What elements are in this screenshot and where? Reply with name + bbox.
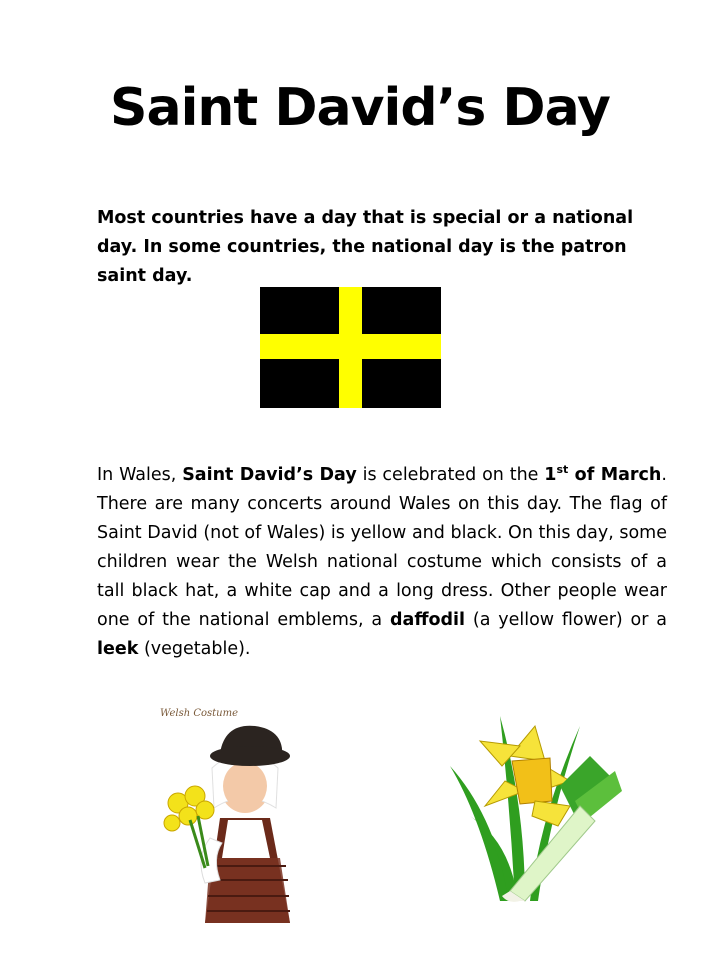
intro-text: Most countries have a day that is special or a national day. In some countries, the national day is the patron saint day.: [97, 208, 634, 286]
page-title: Saint David’s Day: [110, 78, 610, 138]
daffodil-leek-image: [440, 706, 625, 906]
flag-cross-horizontal: [260, 334, 441, 359]
saint-david-flag: [260, 287, 441, 408]
body-paragraph: In Wales, Saint David’s Day is celebrated on the 1st of March. There are many concerts around Wales on this day. The flag of Saint David (not of Wales) is yellow and black. On this day, some children wear the Welsh national costume which consists of a tall black hat, a white cap and a long dress. Other people wear one of the national emblems, a daffodil (a yellow flower) or a leek (vegetable).: [97, 463, 667, 659]
bold-leek: leek: [97, 639, 139, 659]
bold-date: 1st of March: [544, 463, 662, 485]
costume-caption: Welsh Costume: [160, 708, 238, 719]
bold-daffodil: daffodil: [389, 610, 466, 630]
welsh-costume-image: [150, 708, 310, 928]
bold-saint-davids-day: Saint David’s Day: [182, 465, 357, 485]
